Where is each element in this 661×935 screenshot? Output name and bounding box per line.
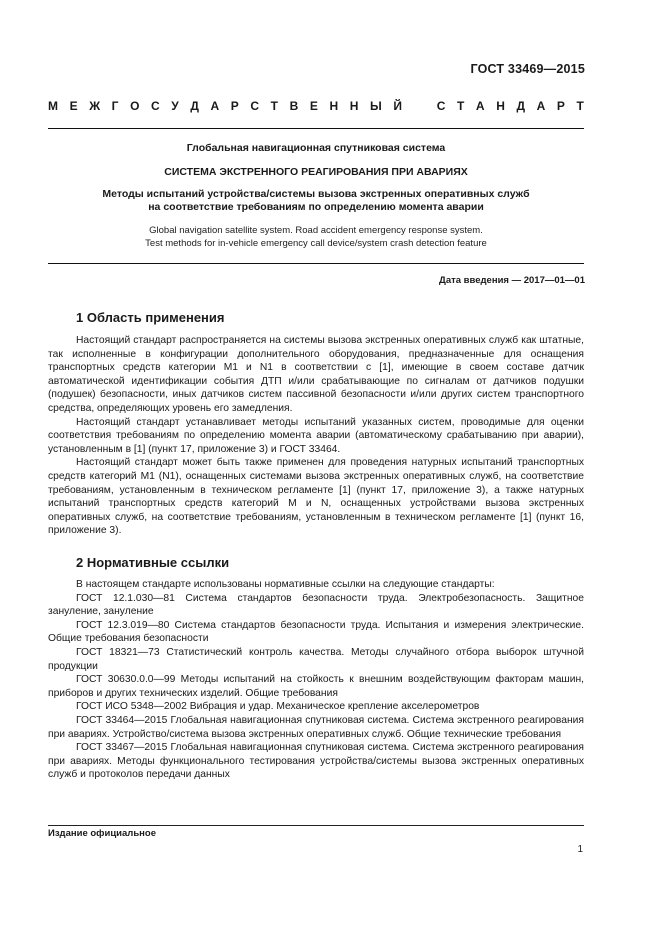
reference-item: ГОСТ 33467—2015 Глобальная навигационная спутниковая система. Система экстренного реагирования при авариях. Методы функционального тестирования устройства/системы вызова экстренных оперативных служб и протоколов передачи данных (48, 742, 584, 781)
paragraph: Настоящий стандарт устанавливает методы испытаний указанных систем, проводимые для оценки соответствия требованиям по определению момента аварии (автоматическому срабатыванию при аварии), установленным в [1] (пункт 17, приложение 3) и ГОСТ 33464. (48, 416, 584, 455)
section-heading-references: 2 Нормативные ссылки (76, 555, 230, 570)
banner-letter: Р (556, 99, 565, 113)
banner-letter: С (151, 99, 160, 113)
banner-letter: Е (69, 99, 78, 113)
banner-letter: Н (349, 99, 359, 113)
banner-letter: Н (496, 99, 505, 113)
section-heading-scope: 1 Область применения (76, 310, 225, 325)
section-references-body (48, 578, 584, 782)
footer-divider (48, 825, 584, 826)
official-edition-note: Издание официальное (48, 828, 156, 839)
paragraph: Настоящий стандарт распространяется на системы вызова экстренных оперативных служб как штатные, так исполненные в конфигурации дополнительного оборудования, предназначенные для оснащения транспортных средств категории М1 и N1 в соответствии с [1], имеющие в своем составе датчик автоматической идентификации события ДТП и/или срабатывающие по сигналам от датчиков подушки (подушек) безопасности, иных датчиков систем пассивной безопасности и/или других систем транспортного средства, определяющих уровень его замедления. (48, 335, 584, 414)
title-methods-line: Методы испытаний устройства/системы вызова экстренных оперативных служб (102, 188, 530, 200)
banner-letter: Й (393, 99, 402, 113)
banner-letter: Е (309, 99, 318, 113)
page-number: 1 (577, 844, 583, 855)
banner-letter: О (130, 99, 140, 113)
banner-letter: Т (270, 99, 278, 113)
banner-letter: А (210, 99, 220, 113)
section-scope-body (48, 334, 584, 538)
reference-item: ГОСТ 12.3.019—80 Система стандартов безопасности труда. Испытания и измерения электрические. Общие требования безопасности (48, 619, 584, 645)
reference-item: ГОСТ 30630.0.0—99 Методы испытаний на стойкость к внешним воздействующим факторам машин, приборов и других технических изделий. Общие требования (48, 674, 584, 699)
banner-letter: Ж (89, 99, 101, 113)
banner-letter: Г (111, 99, 119, 113)
reference-item: ГОСТ ИСО 5348—2002 Вибрация и удар. Механическое крепление акселерометров (76, 701, 480, 713)
banner-letter: В (289, 99, 299, 113)
title-methods-line: на соответствие требованиям по определению момента аварии (148, 201, 484, 213)
title-main: СИСТЕМА ЭКСТРЕННОГО РЕАГИРОВАНИЯ ПРИ АВАРИЯХ (164, 166, 468, 178)
banner-letter: Р (230, 99, 239, 113)
banner-letter: М (48, 99, 58, 113)
banner-letter: У (171, 99, 179, 113)
header-divider (48, 128, 584, 129)
banner-letter: С (250, 99, 260, 113)
banner-letter: Т (456, 99, 465, 113)
reference-item: ГОСТ 18321—73 Статистический контроль качества. Методы случайного отбора выборок штучной продукции (48, 646, 584, 672)
banner-letter: Д (190, 99, 199, 113)
banner-letter: А (475, 99, 485, 113)
document-id: ГОСТ 33469—2015 (470, 62, 585, 76)
interstate-standard-banner (48, 99, 584, 113)
title-divider (48, 263, 584, 264)
title-english-line: Global navigation satellite system. Road accident emergency response system. (149, 225, 483, 236)
banner-letter: Н (329, 99, 339, 113)
title-english-line: Test methods for in-vehicle emergency call device/system crash detection feature (145, 238, 487, 249)
reference-item: ГОСТ 33464—2015 Глобальная навигационная спутниковая система. Система экстренного реагирования при авариях. Устройство/система вызова экстренных оперативных служб. Общие технические требования (48, 714, 584, 740)
introduction-date: Дата введения — 2017—01—01 (439, 275, 585, 286)
reference-item: ГОСТ 12.1.030—81 Система стандартов безопасности труда. Электробезопасность. Защитное зануление, зануление (48, 592, 584, 618)
banner-letter: Т (576, 99, 584, 113)
banner-letter: А (536, 99, 546, 113)
paragraph: Настоящий стандарт может быть также применен для проведения натурных испытаний транспортных средств категорий М1 (N1), оснащенных системами вызова экстренных оперативных служб, на соответствие требованиям, установленным в техническом регламенте [1] (пункт 17, приложение 3), а также натурных испытаний транспортных средств категорий М и N, оснащенных устройствами вызова экстренных оперативных служб, на соответствие требованиям, установленным в техническом регламенте [1] (пункт 16, приложение 3). (48, 457, 584, 537)
banner-letter: Д (516, 99, 526, 113)
banner-letter: Ы (369, 99, 382, 113)
title-system: Глобальная навигационная спутниковая система (186, 142, 446, 154)
title-methods (48, 188, 584, 214)
banner-letter: С (436, 99, 446, 113)
paragraph: В настоящем стандарте использованы нормативные ссылки на следующие стандарты: (76, 579, 495, 590)
title-english (48, 224, 584, 250)
